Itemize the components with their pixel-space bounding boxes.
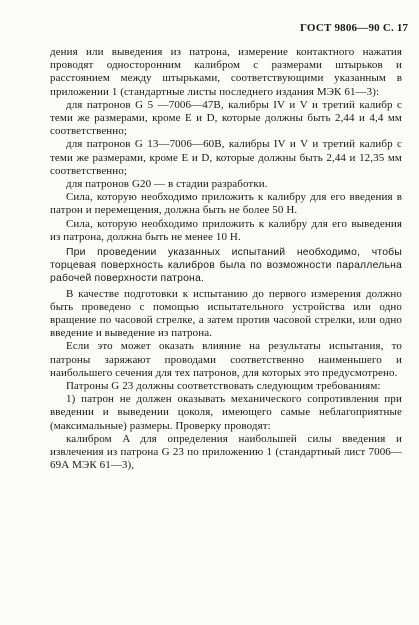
paragraph: для патронов G 5 —7006—47В, калибры IV и V и третий калибр с теми же размерами, кроме E и D, которые должны быть 2,44 и 4,4 мм соответственно; (50, 98, 402, 138)
paragraph: Сила, которую необходимо приложить к калибру для его выведения из патрона, должна быть не менее 10 Н. (50, 217, 402, 243)
standard-number: ГОСТ 9806—90 (300, 22, 380, 34)
page-header (300, 22, 408, 34)
paragraph: При проведении указанных испытаний необходимо, чтобы торцевая поверхность калибров была по возможности параллельна рабочей поверхности патрона. (50, 247, 402, 285)
paragraph: Если это может оказать влияние на результаты испытания, то патроны заряжают проводами соответственно наименьшего и наибольшего сечения для тех патронов, для которых это предусмотрено. (50, 340, 402, 379)
paragraph: дения или выведения из патрона, измерение контактного нажатия проводят односторонним калибром с размерами штырьков и расстоянием между штырьками, соответствующими указанным в приложении 1 (стандартные листы последнего издания МЭК 61—3): (50, 46, 402, 98)
paragraph: 1) патрон не должен оказывать механического сопротивления при введении и выведении цоколя, имеющего самые неблагоприятные (максимальные) размеры. Проверку проводят: (50, 393, 402, 432)
paragraph: Сила, которую необходимо приложить к калибру для его введения в патрон и перемещения, должна быть не более 50 Н. (50, 191, 402, 217)
page-number: С. 17 (382, 22, 409, 34)
paragraph: калибром A для определения наибольшей силы введения и извлечения из патрона G 23 по приложению 1 (стандартный лист 7006—69А МЭК 61—3), (50, 432, 402, 472)
body-text (50, 46, 402, 473)
paragraph: для патронов G 13—7006—60В, калибры IV и V и третий калибр с теми же размерами, кроме E и D, которые должны быть 2,44 и 12,35 мм соответственно; (50, 138, 402, 177)
paragraph: Патроны G 23 должны соответствовать следующим требованиям: (66, 380, 381, 393)
paragraph: В качестве подготовки к испытанию до первого измерения должно быть проведено с помощью испытательного устройства или одно вращение по часовой стрелке, а затем против часовой стрелки, или одно введение и выведение из патрона. (50, 287, 402, 340)
paragraph: для патронов G20 — в стадии разработки. (66, 178, 268, 191)
